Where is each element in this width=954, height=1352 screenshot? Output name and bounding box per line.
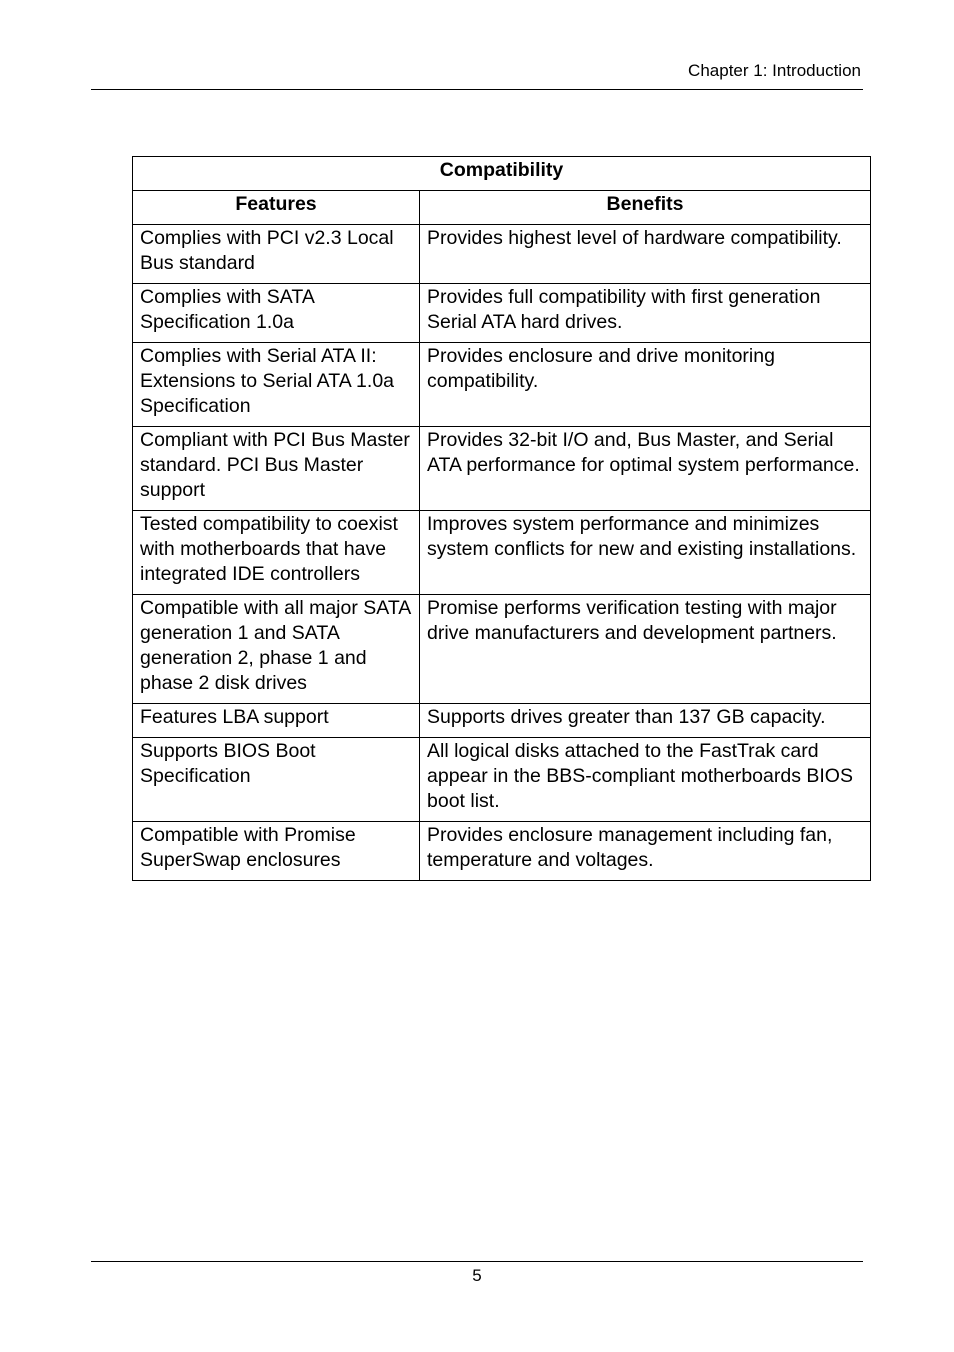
benefit-cell: Provides enclosure management including fan, temperature and voltages. [420, 822, 871, 881]
compatibility-table [132, 156, 871, 881]
column-header-benefits: Benefits [420, 191, 871, 225]
feature-cell: Tested compatibility to coexist with motherboards that have integrated IDE controllers [133, 511, 420, 595]
table-row [133, 822, 871, 881]
chapter-title: Chapter 1: Introduction [688, 61, 861, 80]
table-row [133, 225, 871, 284]
feature-cell: Complies with SATA Specification 1.0a [133, 284, 420, 343]
table-header-row [133, 191, 871, 225]
table-row [133, 511, 871, 595]
page-header [91, 60, 863, 90]
feature-cell: Supports BIOS Boot Specification [133, 738, 420, 822]
feature-cell: Complies with Serial ATA II: Extensions to Serial ATA 1.0a Specification [133, 343, 420, 427]
table-row [133, 343, 871, 427]
column-header-features: Features [133, 191, 420, 225]
page-number: 5 [472, 1266, 482, 1285]
table-title: Compatibility [133, 157, 871, 191]
footer-rule [91, 1261, 863, 1262]
benefit-cell: Supports drives greater than 137 GB capacity. [420, 704, 871, 738]
benefit-cell: Provides highest level of hardware compatibility. [420, 225, 871, 284]
benefit-cell: Promise performs verification testing with major drive manufacturers and development partners. [420, 595, 871, 704]
benefit-cell: Improves system performance and minimizes system conflicts for new and existing installations. [420, 511, 871, 595]
table-row [133, 284, 871, 343]
benefit-cell: Provides enclosure and drive monitoring compatibility. [420, 343, 871, 427]
table-row [133, 738, 871, 822]
feature-cell: Features LBA support [133, 704, 420, 738]
benefit-cell: Provides full compatibility with first generation Serial ATA hard drives. [420, 284, 871, 343]
table-row [133, 595, 871, 704]
feature-cell: Compatible with Promise SuperSwap enclosures [133, 822, 420, 881]
table-row [133, 704, 871, 738]
feature-cell: Compatible with all major SATA generation 1 and SATA generation 2, phase 1 and phase 2 disk drives [133, 595, 420, 704]
table-title-row [133, 157, 871, 191]
benefit-cell: Provides 32-bit I/O and, Bus Master, and Serial ATA performance for optimal system performance. [420, 427, 871, 511]
feature-cell: Compliant with PCI Bus Master standard. PCI Bus Master support [133, 427, 420, 511]
table-row [133, 427, 871, 511]
feature-cell: Complies with PCI v2.3 Local Bus standard [133, 225, 420, 284]
benefit-cell: All logical disks attached to the FastTrak card appear in the BBS-compliant motherboards BIOS boot list. [420, 738, 871, 822]
